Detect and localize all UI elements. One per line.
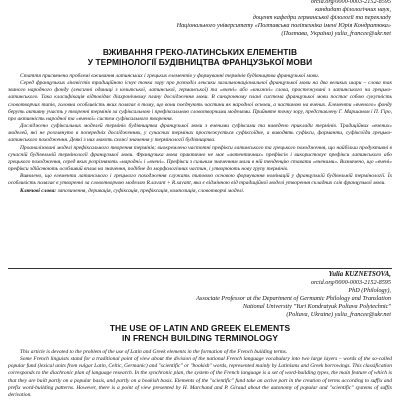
english-abstract-paragraph-1: This article is devoted to the problem of the use of Latin and Greek elements in the formation of the French building terms. [20, 349, 288, 355]
top-author-university: Національного університету «Полтавська політехніка імені Юрія Кондратюка» [176, 22, 391, 30]
top-author-degree: кандидат філологічних наук, [315, 6, 391, 14]
english-title [0, 323, 400, 343]
ukrainian-abstract-paragraph-4: Проаналізовані моделі префіксального творення термінів; виокремлено частотні префікси латинського та грецького походження, що найбільш продуктивні в сучасній будівельній термінології французької мови. Французька мова практично не має «автентичних» префіксів і використовує префікси латинського або грецького походження, серед яких розрізняють «народні» і «вчені». Префікси з сильним значенням мали в ній тенденцію ставати «вченими». Визначено, що «вчені» префікси здійснюють особливий вплив на значення, подібне до морфологічних частин, і утворюють нову групу термінів. [8, 144, 392, 173]
bottom-author-name: Yulia KUZNETSOVA, [328, 271, 391, 278]
english-abstract [0, 349, 400, 399]
keywords-text: запозичення, деривація, суфіксація, префіксація, композиція, словотворчі моделі. [57, 187, 245, 194]
bottom-author-university: National University "Yuri Kondratyuk Poltava Polytechnic" [242, 303, 391, 311]
bottom-author-location-email: (Poltava, Ukraine) yulia_francee@ukr.net [286, 311, 391, 319]
bottom-author-position: Associate Professor at the Department of Germanic Philology and Translation [196, 295, 391, 303]
top-author-position: доцент кафедри германської філології та перекладу [252, 14, 391, 22]
top-author-location-email: (Полтава, Україна) yulia_francee@ukr.net [281, 30, 391, 38]
ukrainian-title-line1: ВЖИВАННЯ ГРЕКО-ЛАТИНСЬКИХ ЕЛЕМЕНТІВ [102, 47, 298, 57]
english-title-line1: THE USE OF LATIN AND GREEK ELEMENTS [109, 323, 291, 333]
bottom-author-degree: PhD (Philology), [348, 287, 391, 295]
ukrainian-title [0, 47, 400, 67]
ukrainian-abstract-paragraph-1: Стаття присвячена проблемі вживання латинських і грецьких елементів у формуванні термінів будівництва французької мови. [20, 73, 320, 79]
ukrainian-abstract-paragraph-3: Досліджено суфіксальних моделей термінів будівництва французької мови з вченими суфіксами та наведено приклади термінів. Традиційних «вчених» моделей, які не розглянуто в попередніх дослідженнях, у сучасних термінах простежується суфіксоїдне, а виводять суфікси, форманти, суфіксоїди грецько-латинського походження. Деякі з них мають схожі значення у термінології будівництва. [8, 123, 392, 144]
keywords-line [8, 188, 392, 195]
bottom-author-block [196, 271, 391, 320]
top-author-orcid: orcid.org/0000-0003-2152-8595 [310, 0, 391, 5]
section-divider [8, 268, 392, 269]
english-title-line2: IN FRENCH BUILDING TERMINOLOGY [121, 333, 279, 343]
ukrainian-title-line2: У ТЕРМІНОЛОГІЇ БУДІВНИЦТВА ФРАНЦУЗЬКОЇ МОВИ [87, 57, 313, 67]
bottom-author-orcid: orcid.org/0000-0003-2152-8595 [310, 279, 391, 287]
ukrainian-abstract [0, 73, 400, 195]
ukrainian-abstract-paragraph-5: Виявлено, що елементи латинського і грецького походження служать типовою основою формування номінацій у французькій будівельній термінології. Їх особливість полягає в утворенні за словотворчою моделлю R.savant + R.savant, яка є відмінною від традиційної моделі утворення складних слів французької мови. [8, 173, 392, 187]
keywords-label: Ключові слова: [20, 187, 57, 194]
top-author-block [177, 0, 391, 38]
ukrainian-abstract-paragraph-2: Серед французьких лінгвістів традиційною існує точка зору про розподіл лексики загальнонаціональної французької мови на два великих шари – слова так званого народного фонду (лексичні одиниці з кельтської, латинської, германської) та «вчені» або «книжні» слова, простежувані з латинського чи грецько-латинського. Така класифікація відповідає діахронічному плану дослідження мови. В синхронному плані система французької мови постає собою сукупність словотворчих типів, головна особливість яких полягає в тому, що вони поєднують частини як народної основи, а частиною на вчених. Елементи «вченого» фонду беруть активну участь у творенні термінів за суфіксальною і префіксальною словотворчими моделями. Прийняте точку зору, представлену Г. Маршаном і П. Гіро, про активність народної та «вченої» систем суфіксального творення. [8, 80, 392, 122]
english-abstract-paragraph-2: Some French linguists stand for a traditional point of view about the division of the national French language vocabulary into two large layers – words of the so-called popular fund (lexical units from vulgar Latin, Celtic, Germanic) and "scientific" or "bookish" words, represented mainly by Latinisms and Greek borrowings. This classification corresponds to the diachronic plan of language research. In the synchronic plan, the system of the French language is a set of word-building types, the main feature of which is that they are built partly on a popular basis, and partly on a bookish basis. Elements of the "scientific" fund take an active part in the creation of terms according to suffix and prefix word-building patterns. However, there is a point of view presented by H. Marchand and P. Giraud about the autonomy of popular and "scientific" systems of suffix derivation. [8, 356, 392, 398]
